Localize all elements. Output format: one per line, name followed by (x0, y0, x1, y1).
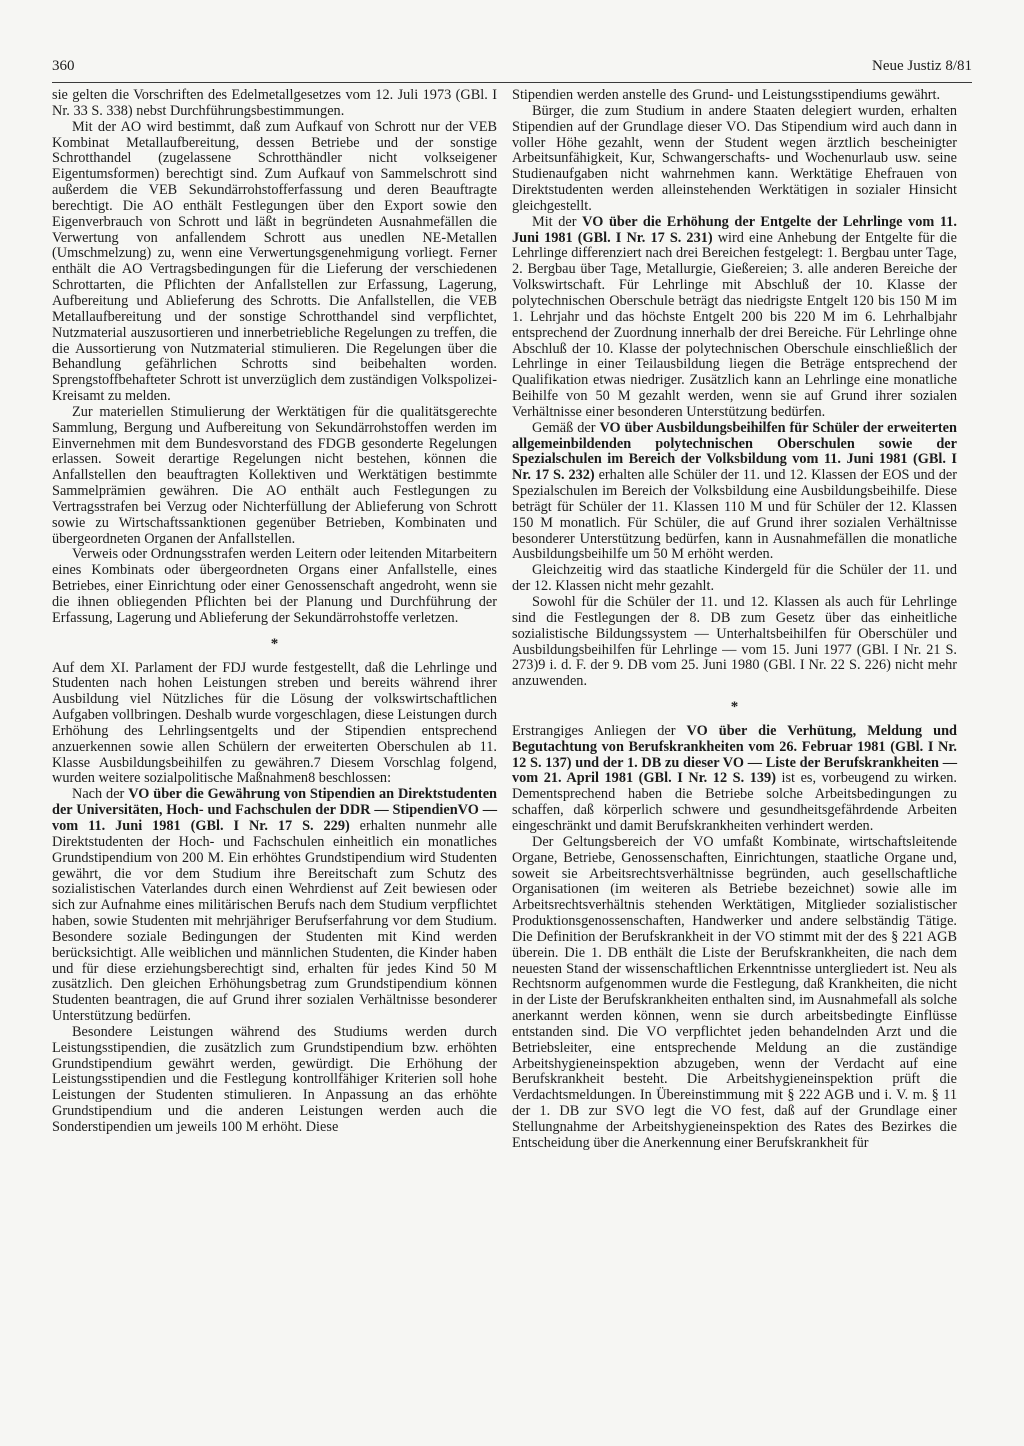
regulation-title: VO über die Erhöhung der Entgelte der Lehrlinge vom 11. Juni 1981 (GBl. I Nr. 17 S. 231) (512, 213, 957, 246)
paragraph: Stipendien werden anstelle des Grund- und Leistungsstipendiums gewährt. (512, 87, 941, 103)
paragraph-text: erhalten alle Schüler der 11. und 12. Klassen der EOS und der Spezialschulen im Bereich der Volksbildung eine Ausbildungsbeihilfe. Diese beträgt für Schüler der 11. Klassen 110 M und für Schüler der 12. Klassen 150 M monatlich. Für Schüler, die auf Grund ihrer sozialen Verhältnisse besonderer Unterstützung bedürfen, kann in Ausnahmefällen die monatliche Ausbildungsbeihilfe um 50 M erhöht werden. (512, 467, 957, 563)
regulation-title: VO über die Verhütung, Meldung und Begutachtung von Berufskrankheiten vom 26. Februar 1981 (GBl. I Nr. 12 S. 137) und der 1. DB zu dieser VO — Liste der Berufskrankheiten — vom 21. April 1981 (GBl. I Nr. 12 S. 139) (512, 722, 957, 787)
paragraph: Besondere Leistungen während des Studiums werden durch Leistungsstipendien, die zusätzlich zum Grundstipendium bzw. erhöhten Grundstipendium gewährt werden, gewürdigt. Die Erhöhung der Leistungsstipendien und die Festlegung kontrollfähiger Kriterien soll hohe Leistungen der Studenten stimulieren. In Anpassung an das erhöhte Grundstipendium und die anderen Leistungen werden auch die Sonderstipendien um jeweils 100 M erhöht. Diese (52, 1023, 497, 1135)
regulation-title: VO über die Gewährung von Stipendien an Direktstudenten der Universitäten, Hoch- und Fachschulen der DDR — StipendienVO — vom 11. Juni 1981 (GBl. I Nr. 17 S. 229) (52, 786, 497, 834)
paragraph-text: Nach der (72, 786, 129, 803)
paragraph: Auf dem XI. Parlament der FDJ wurde festgestellt, daß die Lehrlinge und Studenten nach hohen Leistungen streben und bereits während ihrer Ausbildung viel Nützliches für die Lösung der volkswirtschaftlichen Aufgaben vollbringen. Deshalb wurde vorgeschlagen, diese Leistungen durch Erhöhung des Lehrlingsentgelts und der Stipendien entsprechend anzuerkennen sowie allen Schülern der erweiterten Oberschulen ab 11. Klasse Ausbildungsbeihilfen zu gewähren.7 Diesem Vorschlag folgend, wurden weitere sozialpolitische Maßnahmen8 beschlossen: (52, 659, 497, 787)
paragraph-text: wird eine Anhebung der Entgelte für die Lehrlinge differenziert nach drei Bereichen festgelegt: 1. Bergbau unter Tage, 2. Bergbau über Tage, Metallurgie, Gießereien; 3. alle anderen Bereiche der Volkswirtschaft. Für Lehrlinge mit Abschluß der 10. Klasse der polytechnischen Oberschule beträgt das niedrigste Entgelt 120 bis 150 M im 1. Lehrjahr und das höchste Entgelt 200 bis 220 M im 6. Lehrhalbjahr entsprechend der Zuordnung innerhalb der drei Bereiche. Für Lehrlinge ohne Abschluß der 10. Klasse der polytechnischen Oberschule einschließlich der Lehrlinge in einer Teilausbildung liegen die Beträge entsprechend der Qualifikation etwas niedriger. Zusätzlich kann an Lehrlinge eine monatliche Beihilfe von 50 M gezahlt werden, wenn sie auf Grund ihrer sozialen Verhältnisse einer besonderen Unterstützung bedürfen. (512, 229, 957, 420)
regulation-title: VO über Ausbildungsbeihilfen für Schüler der erweiterten allgemeinbildenden polytechnischen Oberschulen sowie der Spezialschulen im Bereich der Volksbildung vom 11. Juni 1981 (GBl. I Nr. 17 S. 232) (512, 419, 957, 484)
left-column (52, 88, 497, 1136)
page-number: 360 (52, 58, 75, 74)
section-separator: * (270, 635, 279, 652)
paragraph: Sowohl für die Schüler der 11. und 12. Klassen als auch für Lehrlinge sind die Festlegungen der 8. DB zum Gesetz über das einheitliche sozialistische Bildungssystem — Unterhaltsbeihilfen für Oberschüler und Ausbildungsbeihilfen für Lehrlinge — vom 15. Juni 1977 (GBl. I Nr. 21 S. 273)9 i. d. F. der 9. DB vom 25. Juni 1980 (GBl. I Nr. 22 S. 226) nicht mehr anzuwenden. (512, 594, 957, 690)
paragraph: sie gelten die Vorschriften des Edelmetallgesetzes vom 12. Juli 1973 (GBl. I Nr. 33 S. 338) nebst Durchführungsbestimmungen. (52, 87, 497, 119)
right-column (512, 88, 957, 1152)
paragraph: Der Geltungsbereich der VO umfaßt Kombinate, wirtschaftsleitende Organe, Betriebe, Genossenschaften, Einrichtungen, staatliche Organe und, soweit sie Arbeitsrechtsverhältnisse begründen, auch gesellschaftliche Organisationen (im weiteren als Betriebe bezeichnet) sowie alle im Arbeitsrechtsverhältnis stehenden Werktätigen, Mitglieder sozialistischer Produktionsgenossenschaften, Handwerker und andere selbständig Tätige. Die Definition der Berufskrankheit in der VO stimmt mit der des § 221 AGB überein. Die 1. DB enthält die Liste der Berufskrankheiten, die nach dem neuesten Stand der wissenschaftlichen Erkenntnisse untergliedert ist. Neu als Rechtsnorm aufgenommen wurde die Festlegung, daß Krankheiten, die nicht in der Liste der Berufskrankheiten enthalten sind, im Ausnahmefall als solche anerkannt werden können, wenn sie durch arbeitsbedingte Einflüsse entstanden sind. Die VO verpflichtet jeden behandelnden Arzt und die Betriebsleiter, eine entsprechende Meldung an die zuständige Arbeitshygieneinspektion abzugeben, wenn der Verdacht auf eine Berufskrankheit besteht. Die Arbeitshygieneinspektion prüft die Verdachtsmeldungen. In Übereinstimmung mit § 222 AGB und i. V. m. § 11 der 1. DB zur SVO legt die VO fest, daß auf der Grundlage einer Stellungnahme der Arbeitshygieneinspektion des Rates des Bezirkes die Entscheidung über die Anerkennung einer Berufskrankheit für (512, 833, 957, 1151)
paragraph: Mit der AO wird bestimmt, daß zum Aufkauf von Schrott nur der VEB Kombinat Metallaufbereitung, dessen Betriebe und der sonstige Schrotthandel (zugelassene Schrotthändler nicht volkseigener Eigentumsformen) berechtigt sind. Zum Aufkauf von Sammelschrott sind außerdem die VEB Sekundärrohstofferfassung und deren Beauftragte berechtigt. Die AO enthält Festlegungen über den Export sowie den Eigenverbrauch von Schrott und läßt in begründeten Ausnahmefällen die Verwertung von anfallendem Schrott aus unedlen NE-Metallen (Umschmelzung) zu, wenn eine Verwertungsgenehmigung vorliegt. Ferner enthält die AO Vertragsbedingungen für die Lieferung der verschiedenen Schrottarten, die Pflichten der Anfallstellen zur Erfassung, Lagerung, Aufbereitung und Ablieferung des Schrotts. Die Anfallstellen, die VEB Metallaufbereitung und der sonstige Schrotthandel sind verpflichtet, Nutzmaterial auszusortieren und innerbetriebliche Regelungen zu treffen, die die Aussortierung von Nutzmaterial stimulieren. Die Regelungen über die Behandlung gefährlichen Schrotts sind beibehalten worden. Sprengstoffbehafteter Schrott ist unverzüglich dem zuständigen Volkspolizei-Kreisamt zu melden. (52, 118, 497, 405)
paragraph: Zur materiellen Stimulierung der Werktätigen für die qualitätsgerechte Sammlung, Bergung und Aufbereitung von Sekundärrohstoffen werden im Einvernehmen mit dem Bundesvorstand des FDGB gesonderte Regelungen erlassen. Soweit derartige Regelungen nicht bestehen, können die Anfallstellen den beauftragten Kollektiven und Werktätigen bestimmte Sammelprämien gewähren. Die AO enthält auch Festlegungen zu Vertragsstrafen bei Verzug oder Nichterfüllung der Ablieferung von Schrott sowie zu Wirtschaftssanktionen gegenüber Betrieben, Kombinaten und übergeordneten Organen der Anfallstellen. (52, 403, 497, 547)
paragraph-text: Mit der (532, 213, 583, 230)
paragraph (512, 215, 957, 421)
page-header (52, 58, 972, 83)
paragraph-text: Erstrangiges Anliegen der (512, 722, 687, 739)
paragraph: Gleichzeitig wird das staatliche Kindergeld für die Schüler der 11. und der 12. Klassen nicht mehr gezahlt. (512, 562, 957, 595)
paragraph-text: ist es, vorbeugend zu wirken. Dementsprechend haben die Betriebe solche Arbeitsbedingungen zu schaffen, daß körperlich schwere und gesundheitsgefährdende Arbeiten eingeschränkt und damit Berufskrankheiten verhindert werden. (512, 770, 958, 834)
paragraph (512, 421, 957, 564)
paragraph: Bürger, die zum Studium in andere Staaten delegiert wurden, erhalten Stipendien auf der Grundlage dieser VO. Das Stipendium wird auch dann in voller Höhe gezahlt, wenn der Student wegen ärztlich bescheinigter Arbeitsunfähigkeit, Kur, Schwangerschafts- und Wochenurlaub usw. seine Studienaufgaben nicht wahrnehmen kann. Werktätige Ehefrauen von Direktstudenten werden alleinstehenden Werktätigen in sozialer Hinsicht gleichgestellt. (512, 102, 957, 214)
paragraph-text: Gemäß der (532, 419, 600, 436)
journal-title: Neue Justiz 8/81 (872, 58, 972, 74)
paragraph (52, 787, 497, 1025)
paragraph-text: erhalten nunmehr alle Direktstudenten der Hoch- und Fachschulen einheitlich ein monatliches Grundstipendium von 200 M. Ein erhöhtes Grundstipendium wird Studenten gewährt, die vor dem Studium ihre Bereitschaft zum Schutz des sozialistischen Vaterlandes durch einen Wehrdienst auf Zeit bewiesen oder sich zur Aufnahme eines militärischen Berufs nach dem Studium verpflichtet haben, sowie Studenten mit mehrjähriger Berufserfahrung vor dem Studium. Besondere soziale Bedingungen der Studenten mit Kind werden berücksichtigt. Alle weiblichen und männlichen Studenten, die Kinder haben und für diese erziehungsberechtigt sind, erhalten für jedes Kind 50 M zusätzlich. Den gleichen Erhöhungsbetrag zum Grundstipendium können Studenten beantragen, die auf Grund ihrer sozialen Verhältnisse besonderer Unterstützung bedürfen. (52, 817, 498, 1025)
paragraph (512, 724, 957, 835)
section-separator: * (730, 699, 739, 716)
paragraph: Verweis oder Ordnungsstrafen werden Leitern oder leitenden Mitarbeitern eines Kombinats oder übergeordneten Organs einer Anfallstelle, eines Betriebes, einer Einrichtung oder einer Genossenschaft angedroht, wenn sie die ihnen obliegenden Pflichten bei der Planung und Durchführung der Erfassung, Lagerung und Ablieferung der Sekundärrohstoffe verletzen. (52, 546, 497, 626)
